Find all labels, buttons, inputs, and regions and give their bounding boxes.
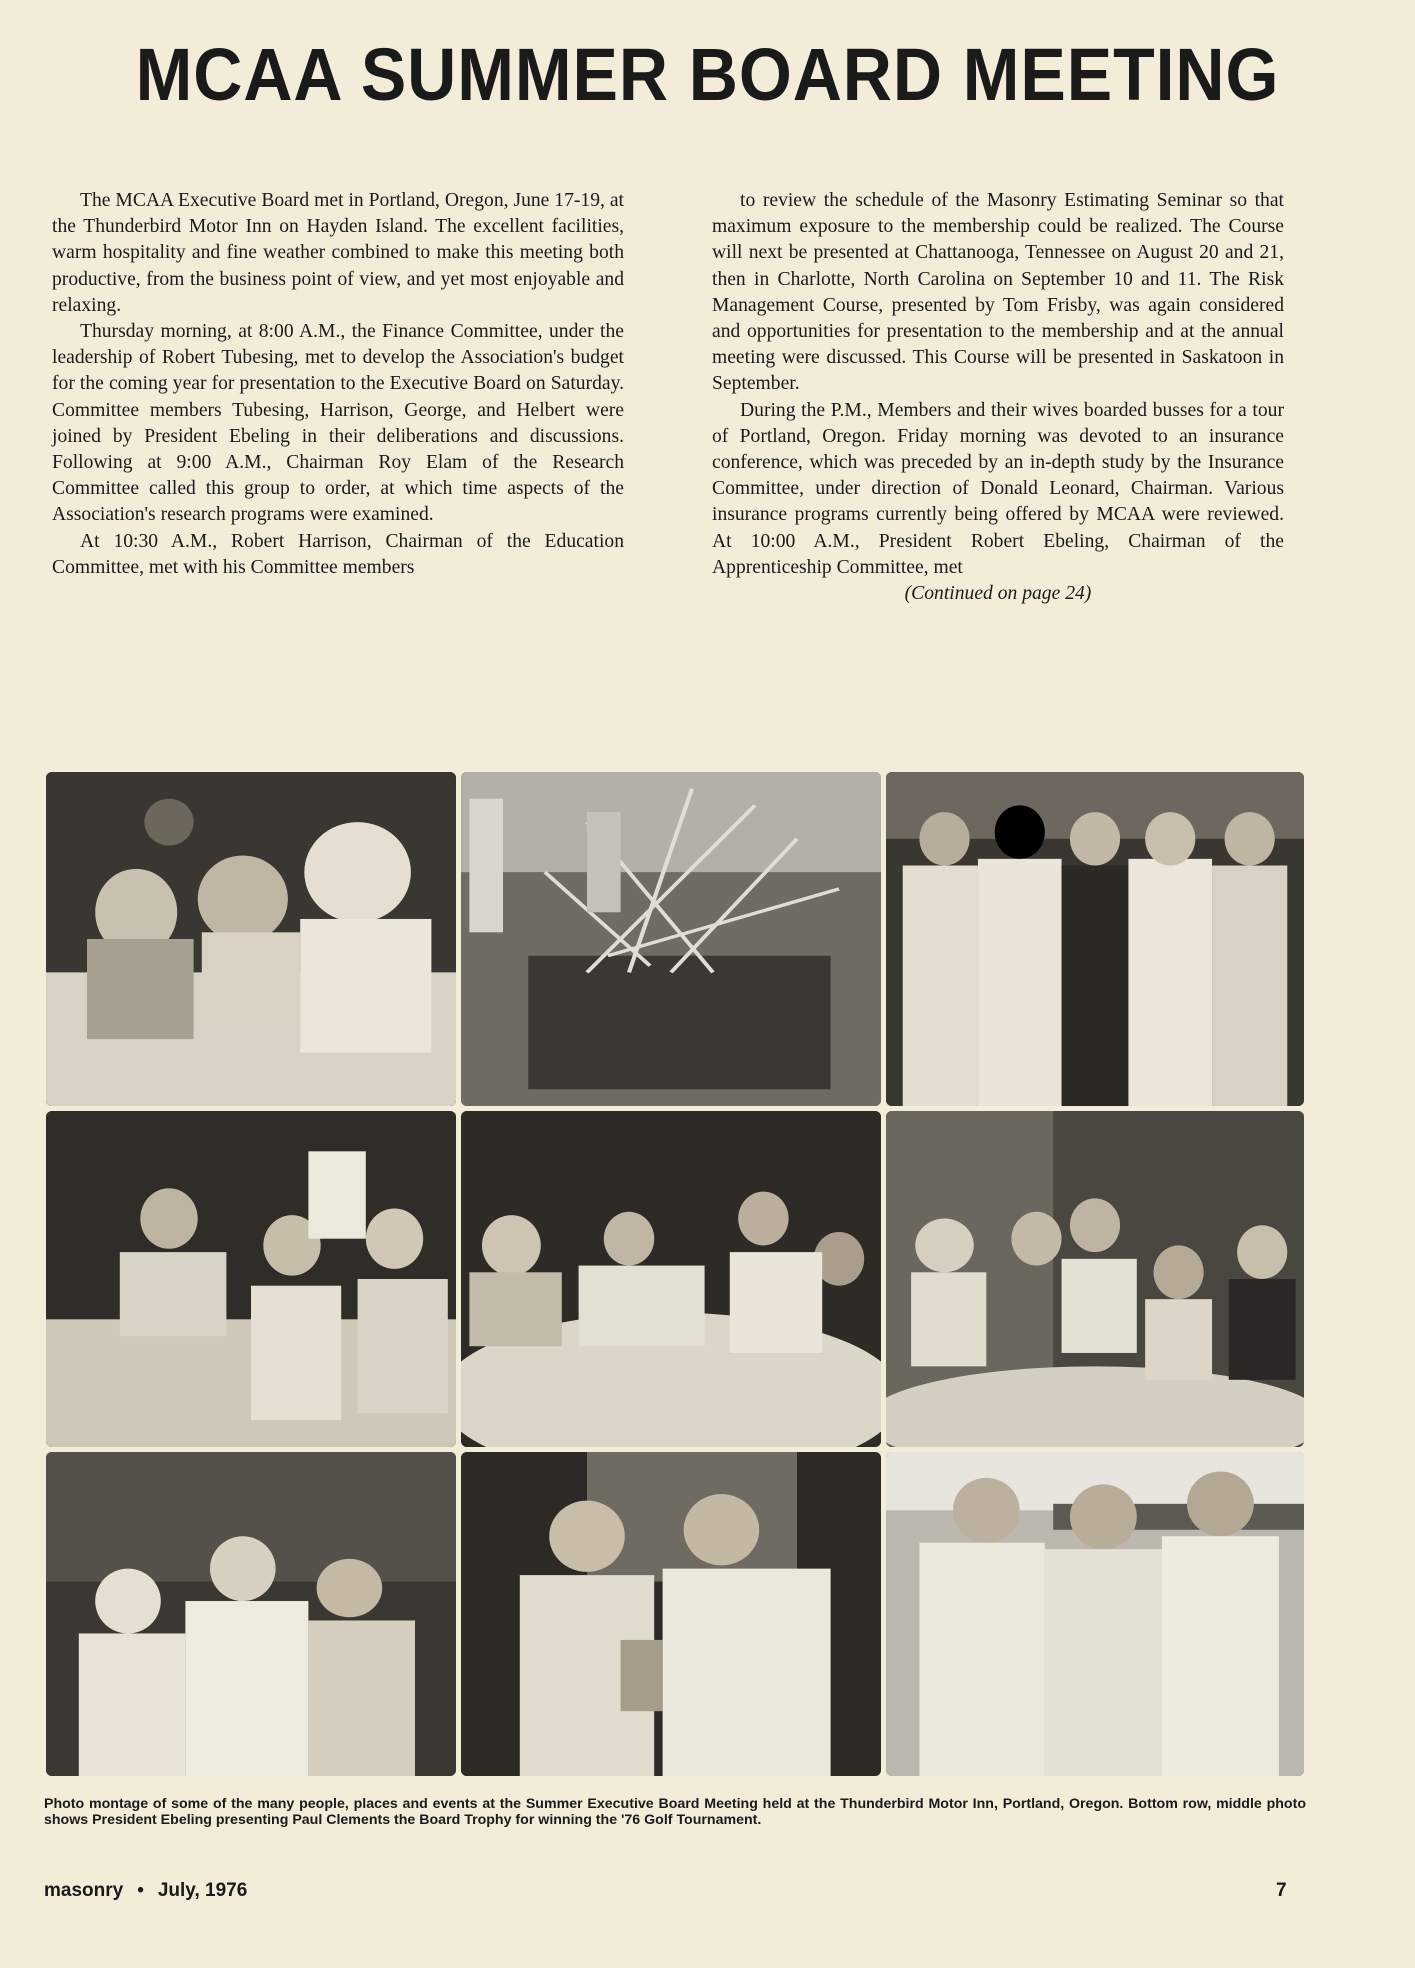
paragraph: Thursday morning, at 8:00 A.M., the Finance Committee, under the leadership of Robert Tubesing, met to develop the Association's budget for the coming year for presentation to the Executive Board on Saturday. Committee members Tubesing, Harrison, George, and Helbert were joined by President Ebeling in their deliberations and discussions. Following at 9:00 A.M., Chairman Roy Elam of the Research Committee called this group to order, at which time aspects of the Association's research programs were examined. [52, 321, 624, 526]
photo-outdoor-group [886, 1452, 1304, 1776]
photo-golf-trophy-presentation [461, 1452, 881, 1776]
bullet-separator: • [137, 1880, 144, 1901]
issue-date: July, 1976 [157, 1880, 248, 1901]
photo-dinner-group [46, 772, 456, 1106]
photo-montage [46, 772, 1304, 1776]
photo-banquet-table [46, 1111, 456, 1447]
photo-caption: Photo montage of some of the many people, places and events at the Summer Executive Board Meeting held at the Thunderbird Motor Inn, Portland, Oregon. Bottom row, middle photo shows President Ebeling presenting Paul Clements the Board Trophy for winning the '76 Golf Tournament. [44, 1796, 1306, 1828]
article-column-right [712, 188, 1284, 607]
paragraph: The MCAA Executive Board met in Portland, Oregon, June 17-19, at the Thunderbird Motor Inn on Hayden Island. The excellent facilities, warm hospitality and fine weather combined to make this meeting both productive, from the business point of view, and yet most enjoyable and relaxing. [52, 190, 624, 316]
photo-dinner-table [461, 1111, 881, 1447]
photo-trophy-group [886, 772, 1304, 1106]
continued-note: (Continued on page 24) [904, 583, 1092, 605]
photo-ladies-table [46, 1452, 456, 1776]
publication-name: masonry [44, 1880, 124, 1901]
footer-publication [44, 1880, 247, 1902]
article-column-left [52, 188, 624, 581]
photo-sculpture [461, 772, 881, 1106]
paragraph: to review the schedule of the Masonry Estimating Seminar so that maximum exposure to the membership could be realized. The Course will next be presented at Chattanooga, Tennessee on August 20 and 21, then in Charlotte, North Carolina on September 10 and 11. The Risk Management Course, presented by Tom Frisby, was again considered and opportunities for presentation to the membership and at the annual meeting were discussed. This Course will be presented in Saskatoon in September. [712, 190, 1284, 395]
paragraph: During the P.M., Members and their wives boarded busses for a tour of Portland, Oregon. Friday morning was devoted to an insurance conference, which was preceded by an in-depth study by the Insurance Committee, under direction of Donald Leonard, Chairman. Various insurance programs currently being offered by MCAA were reviewed. At 10:00 A.M., President Robert Ebeling, Chairman of the Apprenticeship Committee, met [712, 399, 1284, 578]
page-title: MCAA SUMMER BOARD MEETING [135, 33, 1280, 116]
paragraph: At 10:30 A.M., Robert Harrison, Chairman of the Education Committee, met with his Committee members [52, 530, 624, 578]
photo-seated-group [886, 1111, 1304, 1447]
page-number: 7 [1276, 1880, 1287, 1901]
